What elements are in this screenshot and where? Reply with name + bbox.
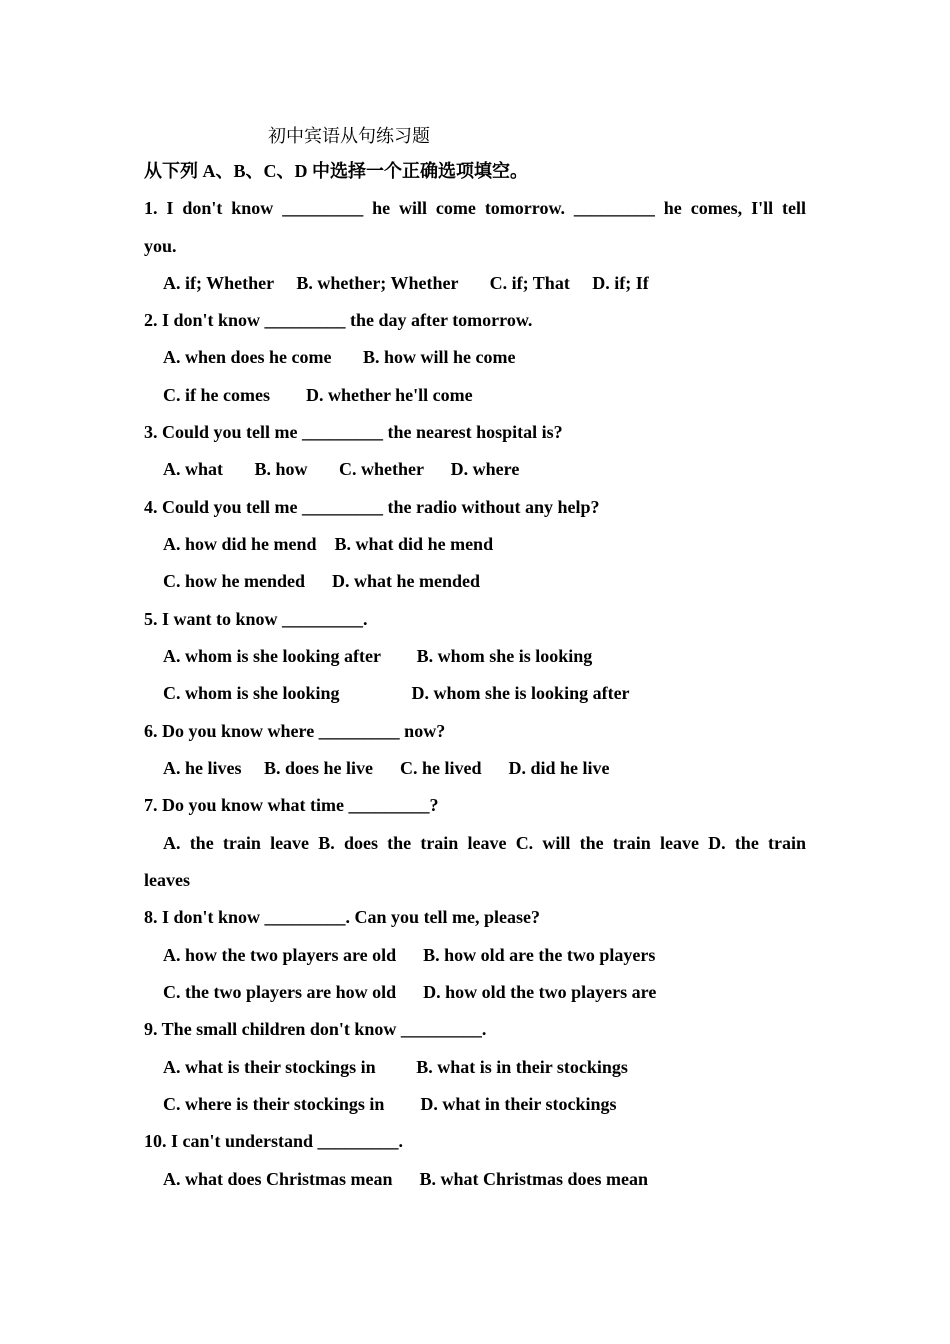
question-8-stem: 8. I don't know _________. Can you tell me, please? <box>144 907 541 927</box>
instruction: 从下列 A、B、C、D 中选择一个正确选项填空。 <box>144 161 529 181</box>
question-3-stem: 3. Could you tell me _________ the nearest hospital is? <box>144 422 563 442</box>
question-5-options-cd: C. whom is she looking D. whom she is looking after <box>163 683 630 703</box>
question-6-options: A. he lives B. does he live C. he lived D. did he live <box>163 758 610 778</box>
question-10-options-ab: A. what does Christmas mean B. what Christmas does mean <box>163 1169 649 1189</box>
question-7-options-cont: leaves <box>144 870 190 890</box>
question-1-stem: 1. I don't know _________ he will come tomorrow. _________ he comes, I'll tell <box>144 198 806 218</box>
question-2-options-ab: A. when does he come B. how will he come <box>163 347 516 367</box>
question-2-stem: 2. I don't know _________ the day after tomorrow. <box>144 310 533 330</box>
question-2-options-cd: C. if he comes D. whether he'll come <box>163 385 473 405</box>
question-9-options-cd: C. where is their stockings in D. what in their stockings <box>163 1094 617 1114</box>
question-1-stem-cont: you. <box>144 236 177 256</box>
question-1-options: A. if; Whether B. whether; Whether C. if; That D. if; If <box>163 273 649 293</box>
question-9-stem: 9. The small children don't know _________. <box>144 1019 487 1039</box>
question-7-options: A. the train leave B. does the train leave C. will the train leave D. the train <box>163 833 806 853</box>
question-5-stem: 5. I want to know _________. <box>144 609 368 629</box>
question-8-options-cd: C. the two players are how old D. how old the two players are <box>163 982 657 1002</box>
question-8-options-ab: A. how the two players are old B. how old are the two players <box>163 945 656 965</box>
question-3-options: A. what B. how C. whether D. where <box>163 459 520 479</box>
question-5-options-ab: A. whom is she looking after B. whom she is looking <box>163 646 593 666</box>
question-4-options-ab: A. how did he mend B. what did he mend <box>163 534 494 554</box>
page-title: 初中宾语从句练习题 <box>268 126 430 146</box>
question-7-stem: 7. Do you know what time _________? <box>144 795 439 815</box>
question-10-stem: 10. I can't understand _________. <box>144 1131 404 1151</box>
question-4-stem: 4. Could you tell me _________ the radio without any help? <box>144 497 600 517</box>
question-9-options-ab: A. what is their stockings in B. what is in their stockings <box>163 1057 628 1077</box>
question-6-stem: 6. Do you know where _________ now? <box>144 721 446 741</box>
question-4-options-cd: C. how he mended D. what he mended <box>163 571 481 591</box>
